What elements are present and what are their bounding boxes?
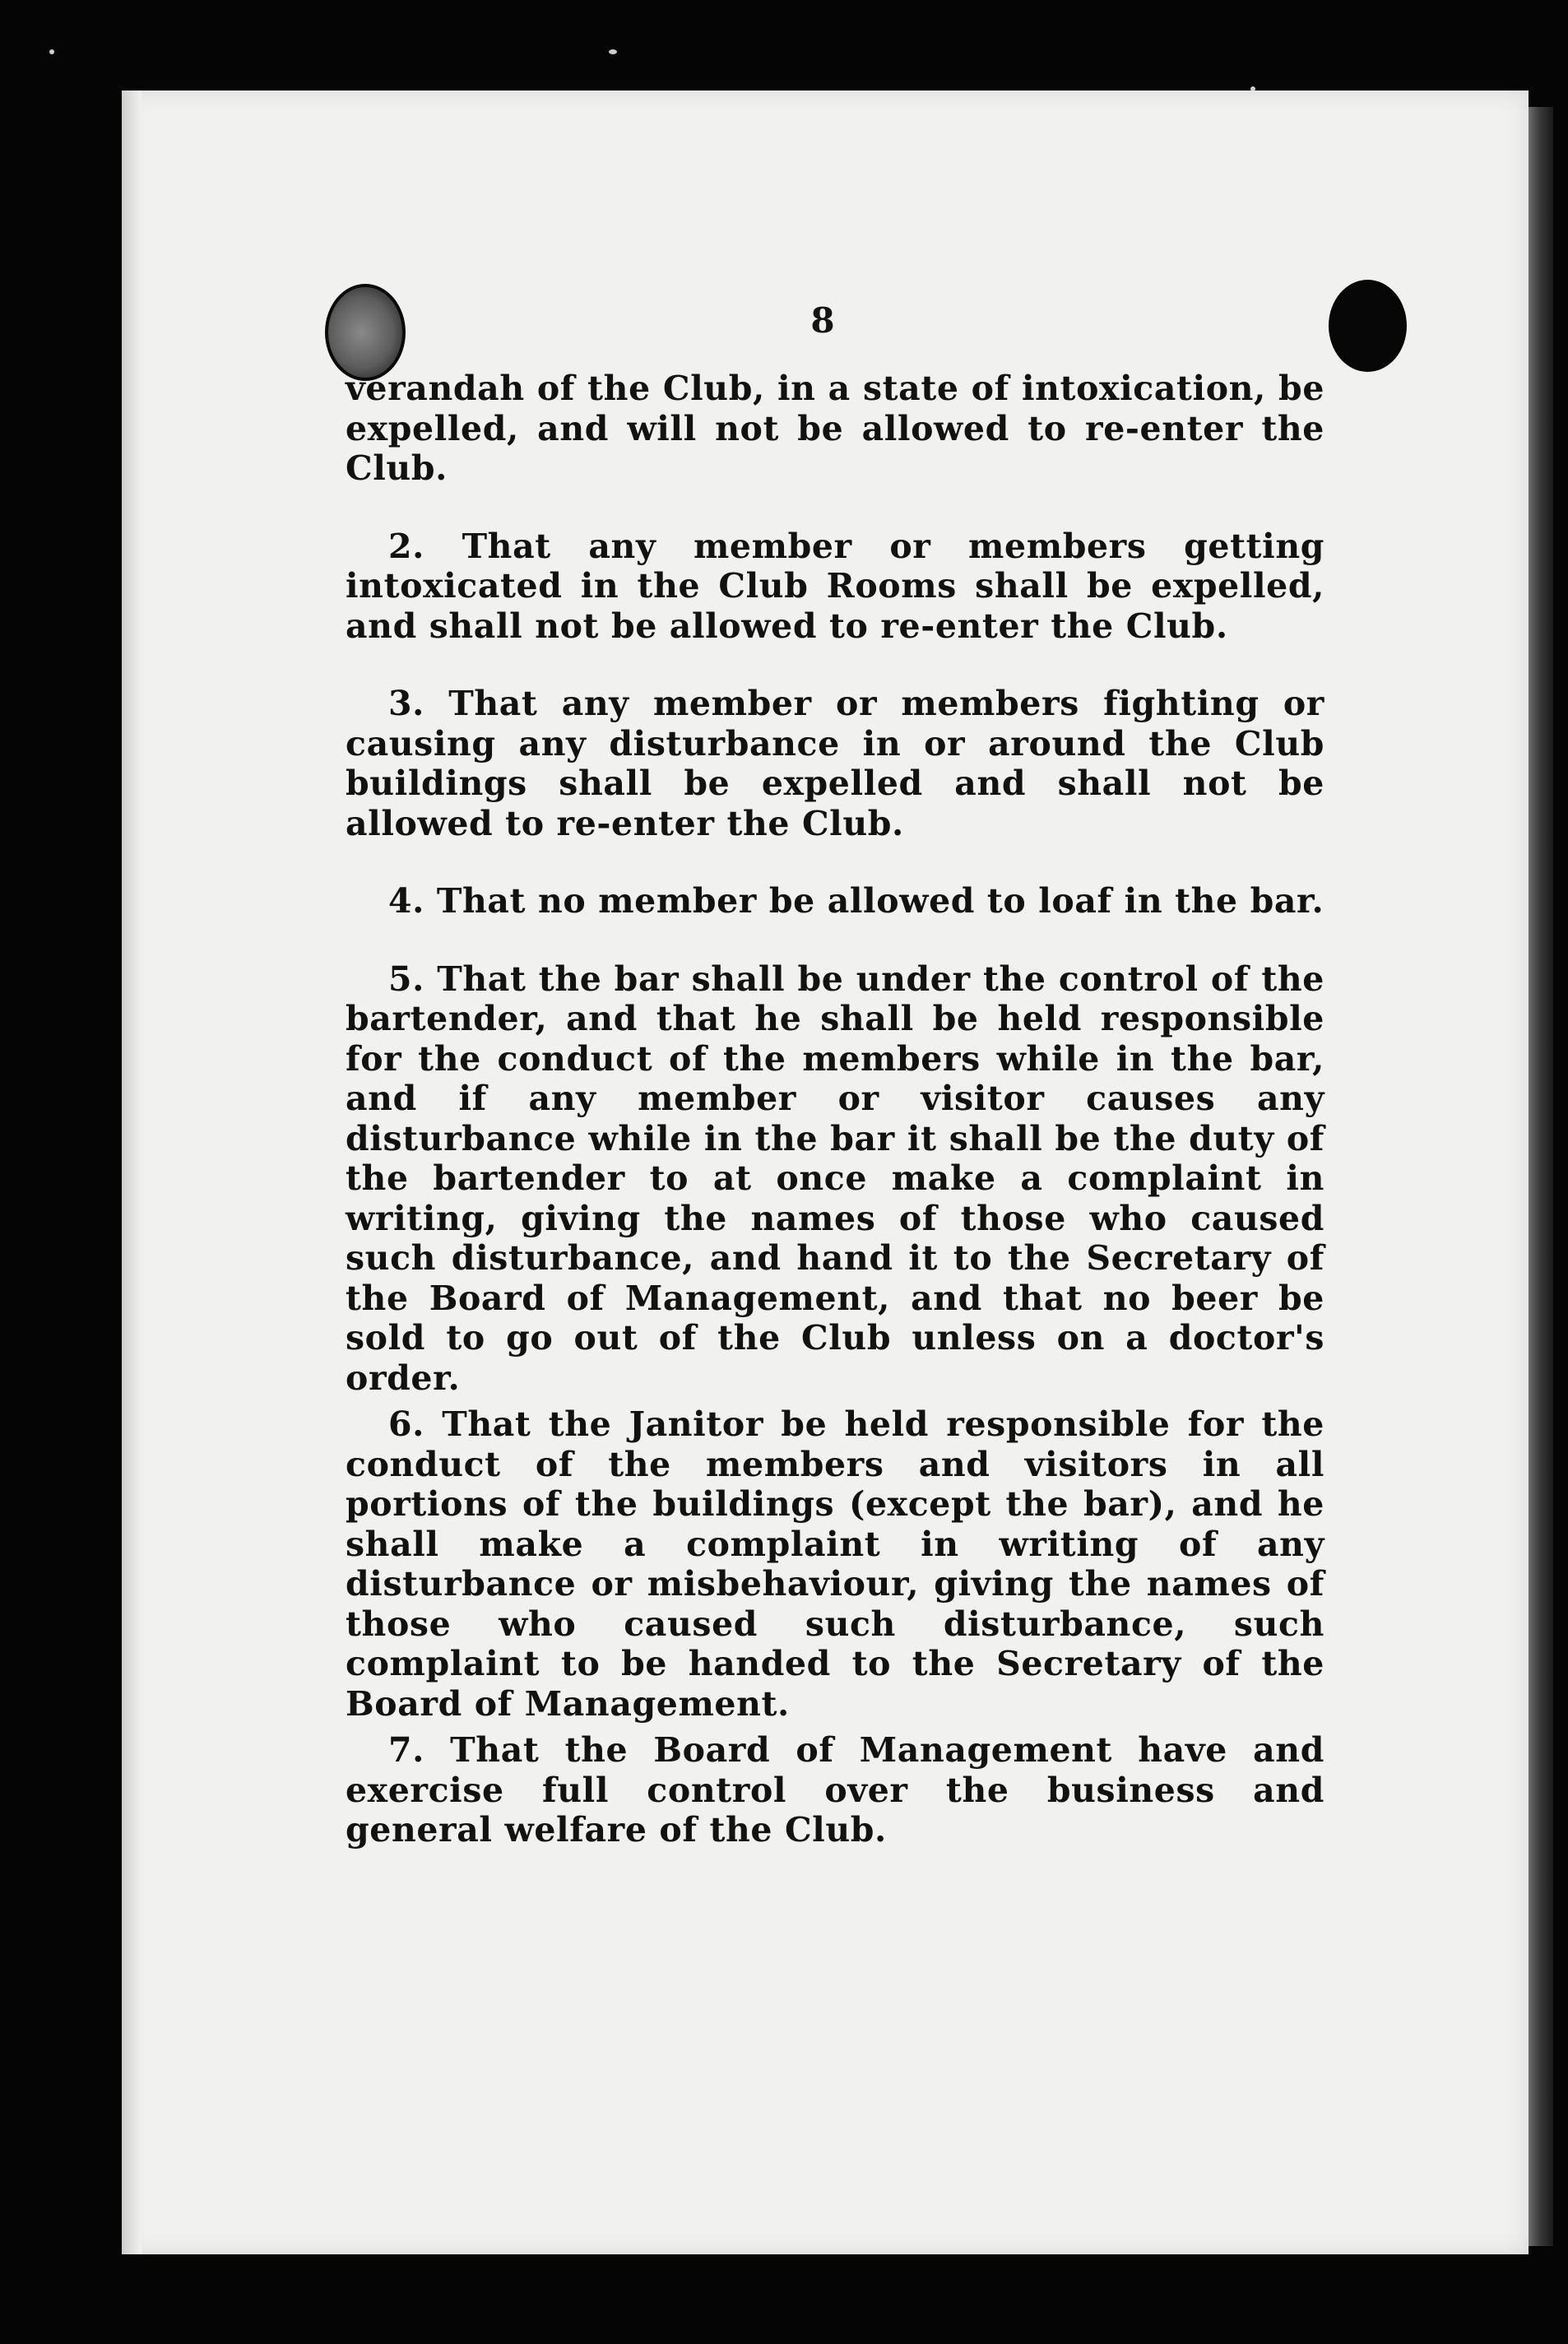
page-left-fold [122, 91, 141, 2254]
paragraph-continuation: verandah of the Club, in a state of intoxication, be expelled, and will not be allowed to re-enter the Club. [346, 369, 1324, 488]
page-right-edge [1529, 107, 1553, 2246]
rule-6: 6. That the Janitor be held responsible for the conduct of the members and visitors in all portions of the buildings (except the bar), and he shall make a complaint in writing of any disturbance or misbehaviour, giving the names of those who caused such disturbance, such complaint to be handed to the Secretary of the Board of Management. [346, 1404, 1324, 1724]
rule-5: 5. That the bar shall be under the control of the bartender, and that he shall be held responsible for the conduct of the members while in the bar, and if any member or visitor causes any disturbance while in the bar it shall be the duty of the bartender to at once make a complaint in writing, giving the names of those who caused such disturbance, and hand it to the Secretary of the Board of Management, and that no beer be sold to go out of the Club unless on a doctor's order. [346, 958, 1324, 1398]
dust-speck [49, 49, 54, 54]
rule-2: 2. That any member or members getting intoxicated in the Club Rooms shall be expelled, and shall not be allowed to re-enter the Club. [346, 526, 1324, 646]
punch-hole-right [1329, 280, 1407, 372]
body-text [346, 369, 1324, 1888]
rule-4: 4. That no member be allowed to loaf in the bar. [388, 881, 1324, 921]
punch-hole-left [325, 284, 406, 381]
rule-7: 7. That the Board of Management have and exercise full control over the business and general welfare of the Club. [346, 1730, 1324, 1850]
rule-3: 3. That any member or members fighting or causing any disturbance in or around the Club buildings shall be expelled and shall not be allowed to re-enter the Club. [346, 684, 1324, 843]
dust-speck [609, 49, 617, 54]
page-number: 8 [810, 300, 835, 341]
